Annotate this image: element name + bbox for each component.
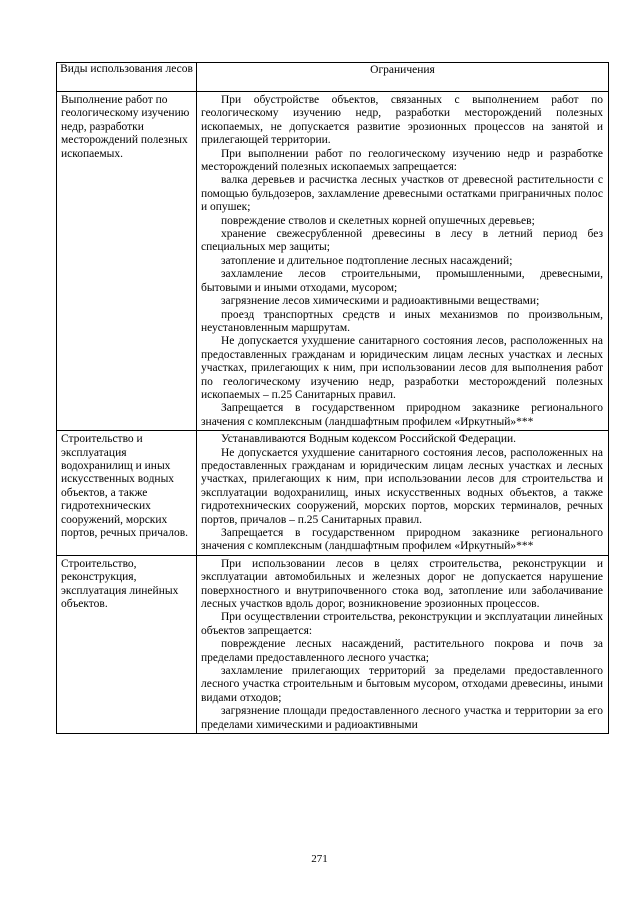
restriction-paragraph: Не допускается ухудшение санитарного состояния лесов, расположенных на предоставленных гражданам и юридическим лицам лесных участках и лесных участках, прилегающих к ним, при использовании лесов для выполнения работ по геологическому изучению недр, разработки месторождений полезных ископаемых – п.25 Санитарных правил.: [201, 335, 603, 401]
restriction-paragraph: При обустройстве объектов, связанных с выполнением работ по геологическому изучению недр, разработки месторождений полезных ископаемых, не допускается развитие эрозионных процессов на занятой и прилегающей территории.: [201, 94, 603, 147]
restriction-paragraph: захламление прилегающих территорий за пределами предоставленного лесного участка строительным и бытовым мусором, отходами древесины, иными видами отходов;: [201, 665, 603, 704]
restriction-paragraph: При использовании лесов в целях строительства, реконструкции и эксплуатации автомобильных и железных дорог не допускается нарушение поверхностного и внутрипочвенного стока вод, затопление или заболачивание лесных участков вдоль дорог, возникновение эрозионных процессов.: [201, 557, 603, 611]
restriction-paragraph: При выполнении работ по геологическому изучению недр и разработке месторождений полезных ископаемых запрещается:: [201, 147, 603, 174]
forest-use-type-cell: Выполнение работ по геологическому изучению недр, разработки месторождений полезных ископаемых.: [57, 92, 197, 431]
restriction-paragraph: валка деревьев и расчистка лесных участков от древесной растительности с помощью бульдозеров, захламление древесными остатками приграничных полос и опушек;: [201, 174, 603, 214]
restriction-paragraph: Устанавливаются Водным кодексом Российской Федерации.: [221, 433, 516, 446]
restriction-paragraph: загрязнение площади предоставленного лесного участка и территории за его пределами химическими и радиоактивными: [201, 705, 603, 731]
forest-use-type-cell: Строительство, реконструкция, эксплуатация линейных объектов.: [57, 555, 197, 733]
restriction-paragraph: загрязнение лесов химическими и радиоактивными веществами;: [221, 295, 540, 308]
forest-use-type-cell: Строительство и эксплуатация водохранилищ и иных искусственных водных объектов, а также гидротехнических сооружений, морских портов, речных причалов.: [57, 431, 197, 556]
header-forest-use-types: Виды использования лесов: [57, 63, 197, 92]
table-row: [57, 431, 609, 556]
table-row: [57, 555, 609, 733]
restriction-paragraph: проезд транспортных средств и иных механизмов по произвольным, неустановленным маршрутам.: [201, 308, 603, 334]
restriction-paragraph: повреждение лесных насаждений, растительного покрова и почв за пределами предоставленного лесного участка;: [201, 638, 603, 664]
page-number: 271: [311, 853, 328, 865]
table-header-row: [57, 63, 609, 92]
table-body: [57, 92, 609, 734]
restrictions-cell: [197, 431, 609, 556]
restriction-paragraph: Запрещается в государственном природном заказнике регионального значения с комплексным (ландшафтным профилем «Иркутный»***: [201, 402, 603, 428]
restrictions-table: [56, 62, 609, 734]
restriction-paragraph: Не допускается ухудшение санитарного состояния лесов, расположенных на предоставленных гражданам и юридическим лицам лесных участках и лесных участках, прилегающих к ним, при использовании лесов для строительства и эксплуатации водохранилищ, иных искусственных водных объектов, а также гидротехнических сооружений, морских портов, морских терминалов, речных портов, причалов – п.25 Санитарных правил.: [201, 446, 603, 526]
restrictions-cell: [197, 555, 609, 733]
table-row: [57, 92, 609, 431]
restriction-paragraph: хранение свежесрубленной древесины в лесу в летний период без специальных мер защиты;: [201, 228, 603, 254]
restriction-paragraph: захламление лесов строительными, промышленными, древесными, бытовыми и иными отходами, мусором;: [201, 268, 603, 294]
restrictions-cell: [197, 92, 609, 431]
restriction-paragraph: При осуществлении строительства, реконструкции и эксплуатации линейных объектов запрещается:: [201, 611, 603, 637]
restriction-paragraph: затопление и длительное подтопление лесных насаждений;: [221, 254, 513, 267]
restriction-paragraph: Запрещается в государственном природном заказнике регионального значения с комплексным (ландшафтным профилем «Иркутный»***: [201, 527, 603, 553]
restriction-paragraph: повреждение стволов и скелетных корней опушечных деревьев;: [221, 214, 535, 227]
header-restrictions: Ограничения: [197, 63, 609, 92]
